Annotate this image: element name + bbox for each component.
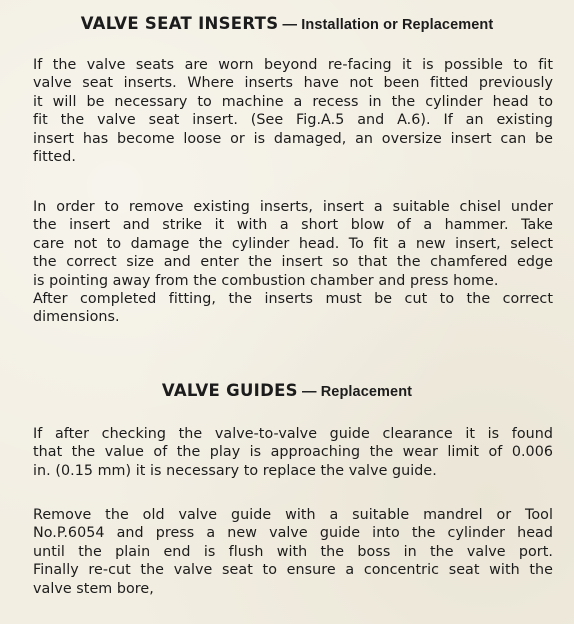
text-line: valve stem bore, bbox=[33, 580, 154, 597]
text-line: No.P.6054 and press a new valve guide into the cylinder head bbox=[33, 525, 553, 542]
heading-sub: — Replacement bbox=[297, 384, 413, 400]
paragraph-valve-guides-2 bbox=[33, 506, 553, 598]
text-line: In order to remove existing inserts, insert a suitable chisel under bbox=[33, 199, 553, 215]
paragraph-valve-seat-inserts-1 bbox=[33, 56, 553, 166]
paragraph-valve-guides-1 bbox=[33, 425, 553, 480]
text-line: If the valve seats are worn beyond re-facing it is possible to fit bbox=[33, 57, 553, 73]
text-line: dimensions. bbox=[33, 309, 120, 326]
text-line: until the plain end is flush with the boss in the valve port. bbox=[33, 543, 553, 560]
text-line: is pointing away from the combustion chamber and press home. bbox=[33, 272, 499, 289]
text-line: After completed fitting, the inserts must be cut to the correct bbox=[33, 291, 553, 308]
heading-main: VALVE GUIDES bbox=[161, 381, 298, 400]
paragraph-valve-seat-inserts-2 bbox=[33, 198, 553, 327]
section-heading-valve-seat-inserts bbox=[0, 14, 574, 33]
text-line: it will be necessary to machine a recess in the cylinder head to bbox=[33, 93, 553, 110]
text-line: Remove the old valve guide with a suitable mandrel or Tool bbox=[33, 507, 553, 523]
text-line: insert has become loose or is damaged, an oversize insert can be bbox=[33, 130, 553, 147]
text-line: care not to damage the cylinder head. To fit a new insert, select bbox=[33, 235, 553, 252]
text-line: fit the valve seat insert. (See Fig.A.5 and A.6). If an existing bbox=[33, 112, 553, 129]
text-line: in. (0.15 mm) it is necessary to replace the valve guide. bbox=[33, 462, 437, 479]
text-line: If after checking the valve-to-valve guide clearance it is found bbox=[33, 426, 553, 442]
heading-main: VALVE SEAT INSERTS bbox=[80, 14, 279, 33]
text-line: the correct size and enter the insert so that the chamfered edge bbox=[33, 254, 553, 271]
text-line: fitted. bbox=[33, 149, 76, 166]
text-line: that the value of the play is approaching the wear limit of 0.006 bbox=[33, 444, 553, 461]
heading-sub: — Installation or Replacement bbox=[278, 17, 494, 33]
text-line: the insert and strike it with a short blow of a hammer. Take bbox=[33, 217, 553, 234]
text-line: Finally re-cut the valve seat to ensure a concentric seat with the bbox=[33, 562, 553, 579]
text-line: valve seat inserts. Where inserts have not been fitted previously bbox=[33, 75, 553, 92]
section-heading-valve-guides bbox=[0, 381, 574, 400]
